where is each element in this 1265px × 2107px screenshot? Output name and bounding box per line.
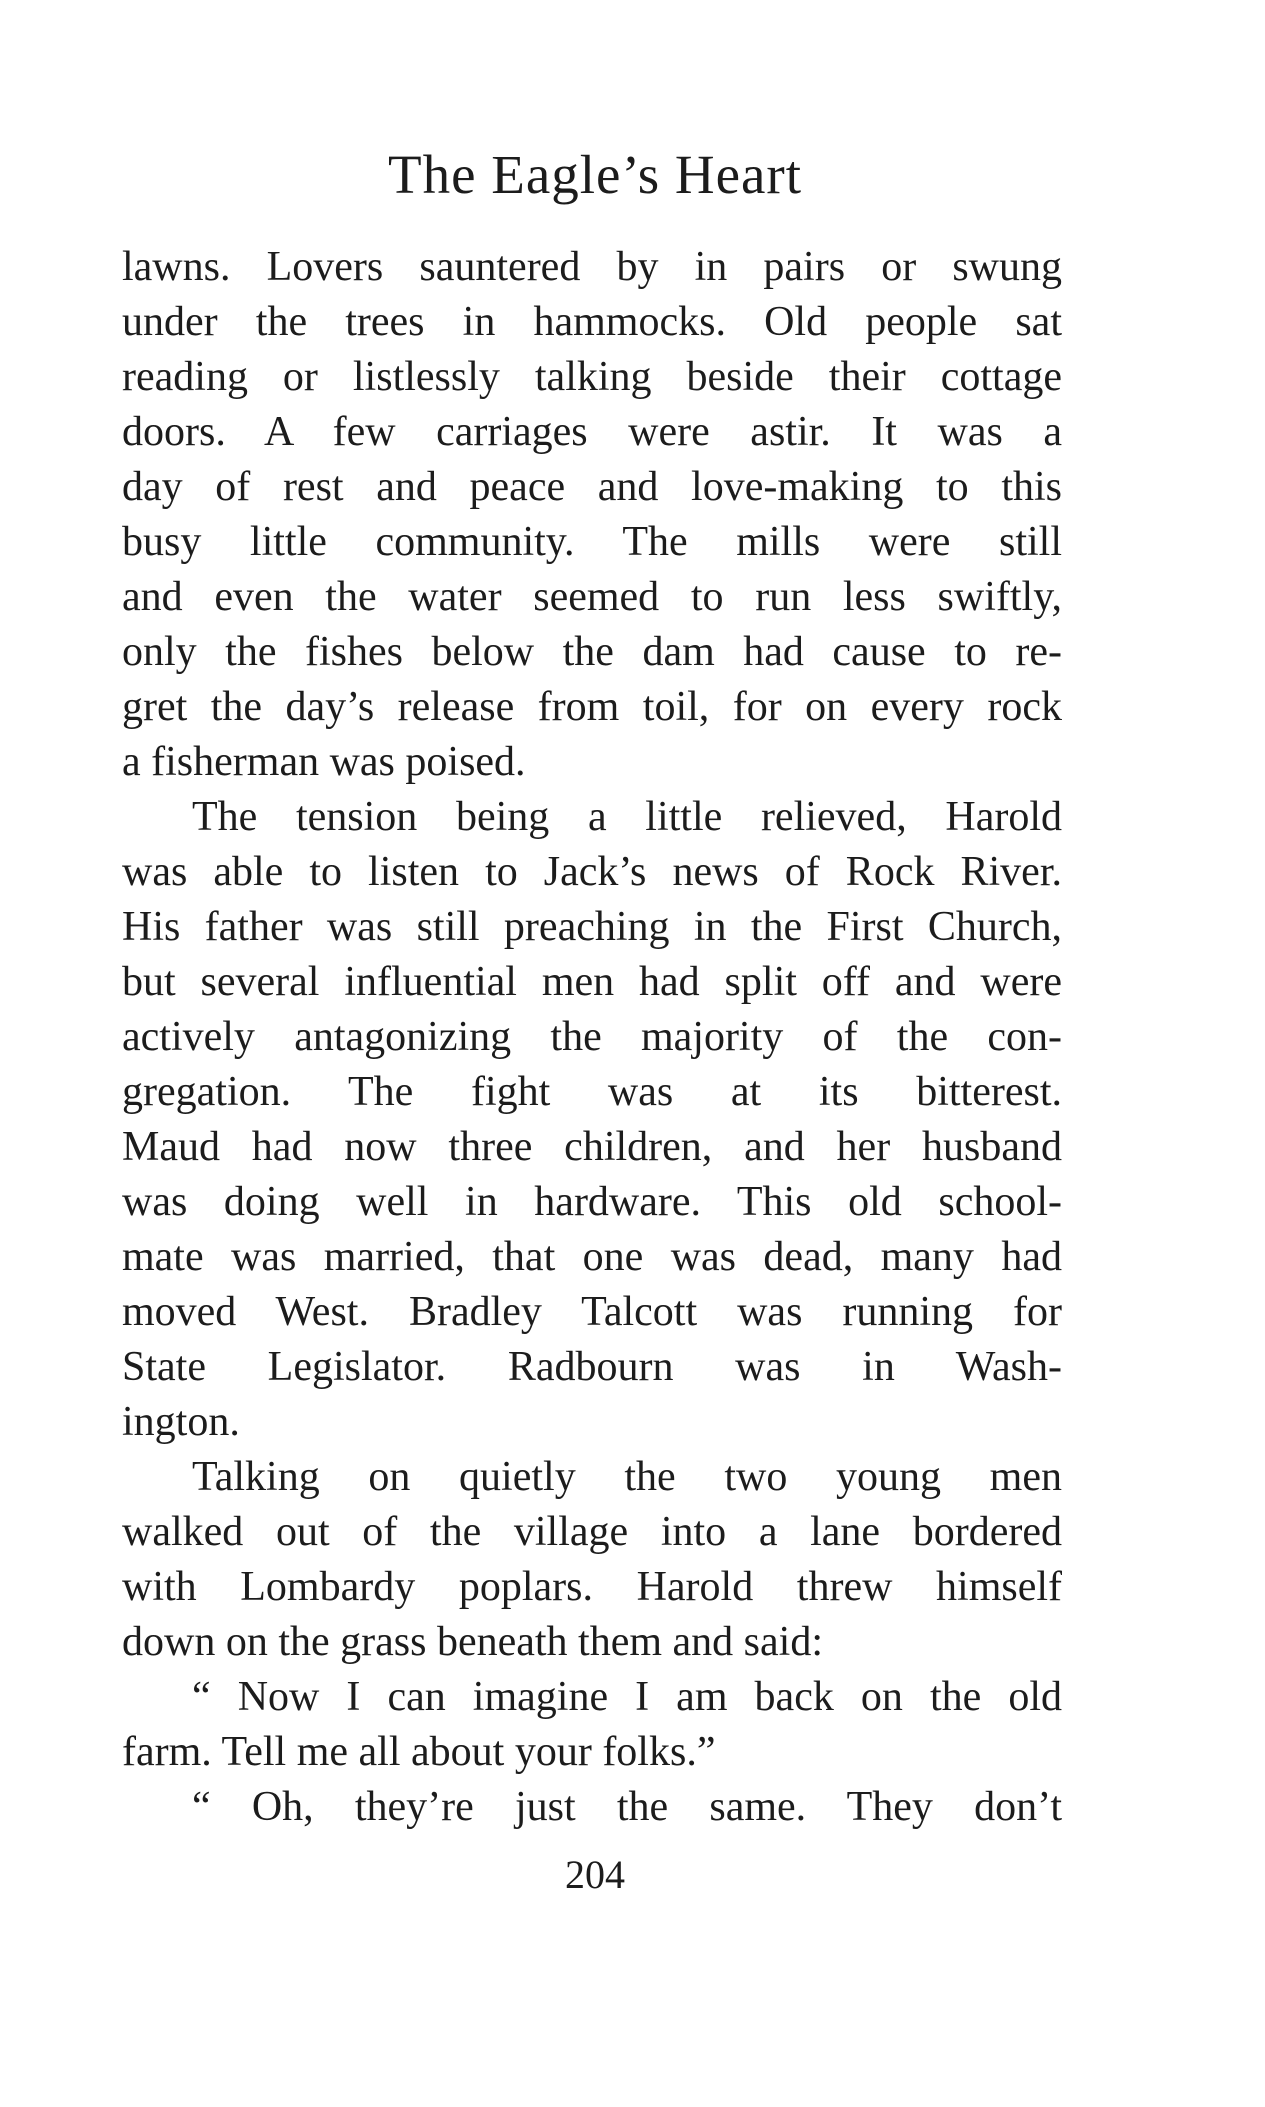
text-line: under the trees in hammocks. Old people sat — [122, 299, 1062, 345]
text-line: ington. — [122, 1399, 240, 1445]
text-line: State Legislator. Radbourn was in Wash- — [122, 1344, 1062, 1390]
paragraph — [122, 1670, 1062, 1780]
text-line: “ Now I can imagine I am back on the old — [192, 1674, 1062, 1720]
paragraph — [122, 1780, 1062, 1835]
running-head-title: The Eagle’s Heart — [387, 144, 803, 205]
text-line: moved West. Bradley Talcott was running for — [122, 1289, 1062, 1335]
text-line: gregation. The fight was at its bitterest. — [122, 1069, 1062, 1115]
text-line: Maud had now three children, and her husband — [122, 1124, 1062, 1170]
text-line: actively antagonizing the majority of the con- — [122, 1014, 1062, 1060]
paragraph — [122, 1450, 1062, 1670]
text-line: The tension being a little relieved, Harold — [192, 794, 1062, 840]
text-line: doors. A few carriages were astir. It was a — [122, 409, 1062, 455]
text-line: and even the water seemed to run less swiftly, — [122, 574, 1062, 620]
paragraph — [122, 790, 1062, 1450]
text-line: was doing well in hardware. This old school- — [122, 1179, 1062, 1225]
text-line: lawns. Lovers sauntered by in pairs or swung — [122, 244, 1062, 290]
text-line: His father was still preaching in the First Church, — [122, 904, 1062, 950]
text-line: only the fishes below the dam had cause to re- — [122, 629, 1062, 675]
text-line: a fisherman was poised. — [122, 739, 526, 785]
text-line: but several influential men had split off and were — [122, 959, 1062, 1005]
text-line: down on the grass beneath them and said: — [122, 1619, 823, 1665]
text-line: farm. Tell me all about your folks.” — [122, 1729, 716, 1775]
paragraph — [122, 240, 1062, 790]
text-line: busy little community. The mills were still — [122, 519, 1062, 565]
text-line: was able to listen to Jack’s news of Rock River. — [122, 849, 1062, 895]
text-line: gret the day’s release from toil, for on every rock — [122, 684, 1062, 730]
text-line: “ Oh, they’re just the same. They don’t — [192, 1784, 1062, 1830]
text-line: day of rest and peace and love-making to this — [122, 464, 1062, 510]
text-line: with Lombardy poplars. Harold threw himself — [122, 1564, 1062, 1610]
page-number: 204 — [565, 1852, 625, 1897]
text-line: mate was married, that one was dead, many had — [122, 1234, 1062, 1280]
text-line: Talking on quietly the two young men — [192, 1454, 1062, 1500]
body-text — [122, 240, 1062, 1835]
text-line: walked out of the village into a lane bordered — [122, 1509, 1062, 1555]
text-line: reading or listlessly talking beside their cottage — [122, 354, 1062, 400]
